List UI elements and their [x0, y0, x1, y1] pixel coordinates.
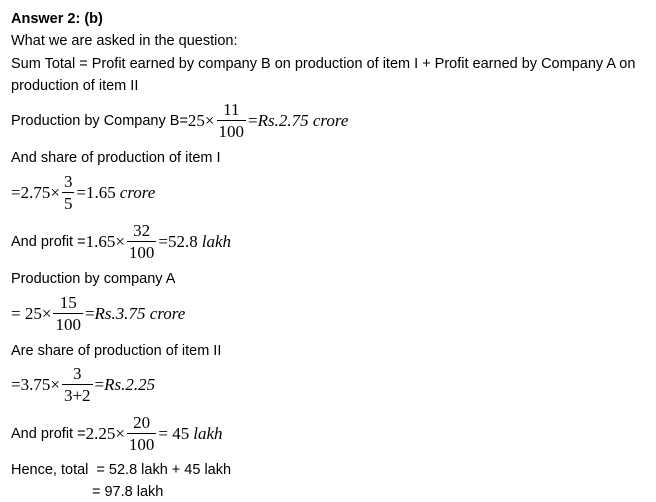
share-ii-equals: = [94, 374, 105, 394]
share-ii-fraction [62, 364, 93, 405]
sum-total-line-1: Sum Total = Profit earned by company B on production of item I + Profit earned by Company A on [11, 56, 636, 72]
profit-ii-unit: lakh [193, 423, 223, 443]
production-b-lhs: 25× [187, 110, 215, 130]
fraction-denominator: 100 [128, 435, 155, 454]
share-item-i-label: And share of production of item I [11, 150, 221, 166]
production-a-equals: = [84, 303, 95, 323]
share-i-rhs: =1.65 [76, 182, 116, 202]
production-a-result: Rs.3.75 crore [94, 303, 186, 323]
profit-item-i-equation [11, 221, 231, 262]
fraction-denominator: 100 [218, 122, 245, 141]
profit-ii-fraction [127, 413, 157, 454]
production-company-b-equation [11, 100, 348, 141]
share-i-unit: crore [119, 182, 156, 202]
production-b-label: Production by Company B= [11, 112, 188, 129]
profit-i-fraction [127, 221, 157, 262]
share-i-lhs: =2.75× [11, 182, 60, 202]
production-a-fraction [53, 293, 83, 334]
fraction-denominator: 100 [128, 243, 155, 262]
sum-total-line-2: production of item II [11, 78, 139, 94]
answer-heading: Answer 2: (b) [11, 11, 103, 27]
production-a-lhs: = 25× [11, 303, 52, 323]
share-i-fraction [62, 172, 75, 213]
fraction-denominator: 3+2 [63, 386, 91, 405]
profit-item-ii-equation [11, 413, 223, 454]
profit-i-unit: lakh [201, 231, 232, 251]
fraction-numerator: 32 [133, 221, 151, 240]
production-b-result: Rs.2.75 crore [257, 110, 349, 130]
fraction-numerator: 3 [63, 172, 73, 191]
profit-i-rhs: =52.8 [158, 231, 198, 251]
fraction-numerator: 11 [223, 100, 240, 119]
total-line-2: = 97.8 lakh [92, 484, 164, 500]
fraction-numerator: 20 [133, 413, 151, 432]
production-b-equals: = [248, 110, 258, 130]
production-company-a-label: Production by company A [11, 271, 176, 287]
profit-i-lhs: 1.65× [85, 231, 125, 251]
profit-i-label: And profit = [11, 233, 86, 250]
share-ii-lhs: =3.75× [11, 374, 60, 394]
fraction-numerator: 15 [59, 293, 77, 312]
total-line-1: Hence, total = 52.8 lakh + 45 lakh [11, 462, 232, 478]
profit-ii-lhs: 2.25× [85, 423, 125, 443]
fraction-denominator: 100 [55, 315, 81, 334]
fraction-denominator: 5 [63, 194, 73, 213]
fraction-numerator: 3 [72, 364, 82, 383]
production-b-fraction [217, 100, 247, 141]
profit-ii-label: And profit = [11, 425, 86, 442]
share-item-ii-label: Are share of production of item II [11, 343, 222, 359]
production-company-a-equation [11, 293, 185, 334]
share-item-i-equation [11, 172, 155, 213]
share-item-ii-equation [11, 364, 155, 405]
share-ii-result: Rs.2.25 [104, 374, 156, 394]
profit-ii-rhs: = 45 [158, 423, 190, 443]
intro-text: What we are asked in the question: [11, 33, 238, 49]
